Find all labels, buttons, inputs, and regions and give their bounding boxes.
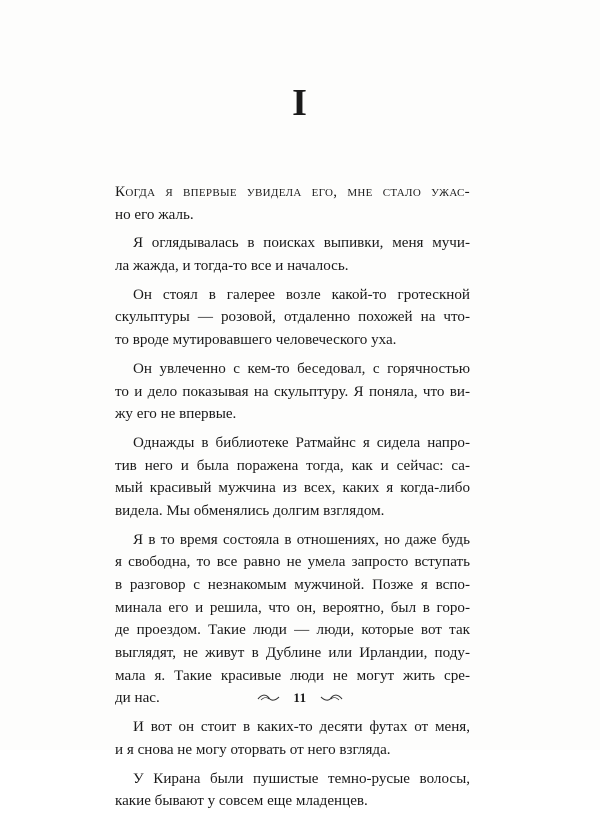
text-line: Я в то время состояла в отношениях, но даже будь xyxy=(133,531,470,548)
text-line: тив него и была поражена тогда, как и сейчас: са- xyxy=(115,457,470,474)
page-number: 11 xyxy=(293,690,307,705)
paragraph-2 xyxy=(115,232,470,277)
text-line: Он увлеченно с кем-то беседовал, с горячностью xyxy=(133,360,470,377)
text-line: скульптуры — розовой, отдаленно похожей на что- xyxy=(115,309,470,326)
text-line: я свободна, то все равно не умела запросто вступать xyxy=(115,554,470,571)
flourish-left-icon xyxy=(257,693,281,703)
page-footer xyxy=(0,690,600,706)
text-line: Он стоял в галерее возле какой-то гротескной xyxy=(133,286,470,303)
text-line: Я оглядывалась в поисках выпивки, меня мучи- xyxy=(133,235,470,252)
text-line: какие бывают у совсем еще младенцев. xyxy=(115,793,368,810)
text-line: жу его не впервые. xyxy=(115,406,237,423)
text-line: Однажды в библиотеке Ратмайнс я сидела напро- xyxy=(133,434,470,451)
chapter-body xyxy=(115,181,470,813)
text-line: де проездом. Такие люди — люди, которые вот так xyxy=(115,622,470,639)
flourish-right-icon xyxy=(319,693,343,703)
text-line: ди нас. xyxy=(115,690,160,707)
chapter-number: I xyxy=(292,82,308,124)
paragraph-3 xyxy=(115,284,470,352)
text-line: в разговор с незнакомым мужчиной. Позже я вспо- xyxy=(115,577,470,593)
text-line: мый красивый мужчина из всех, каких я когда-либо xyxy=(115,480,470,497)
paragraph-4 xyxy=(115,358,470,426)
text-line: видела. Мы обменялись долгим взглядом. xyxy=(115,502,385,519)
text-line: Когда я впервые увидела его, мне стало ужас- xyxy=(115,184,470,200)
text-line: мала я. Такие красивые люди не могут жить сре- xyxy=(115,667,470,684)
text-line: то и дело показывая на скульптуру. Я поняла, что ви- xyxy=(115,383,470,400)
text-line: У Кирана были пушистые темно-русые волосы, xyxy=(133,770,470,787)
text-line: и я снова не могу оторвать от него взгляда. xyxy=(115,741,391,758)
paragraph-7 xyxy=(115,716,470,761)
text-line: И вот он стоит в каких-то десяти футах от меня, xyxy=(133,719,470,736)
paragraph-1 xyxy=(115,181,470,226)
text-line: минала его и решила, что он, вероятно, был в горо- xyxy=(115,599,470,616)
text-line: ла жажда, и тогда-то все и началось. xyxy=(115,258,349,275)
text-line: выглядят, не живут в Дублине или Ирландии, поду- xyxy=(115,645,470,662)
text-line: но его жаль. xyxy=(115,206,194,223)
text-line: то вроде мутировавшего человеческого уха. xyxy=(115,332,397,349)
paragraph-6 xyxy=(115,529,470,711)
paragraph-8 xyxy=(115,768,470,813)
paragraph-5 xyxy=(115,432,470,523)
